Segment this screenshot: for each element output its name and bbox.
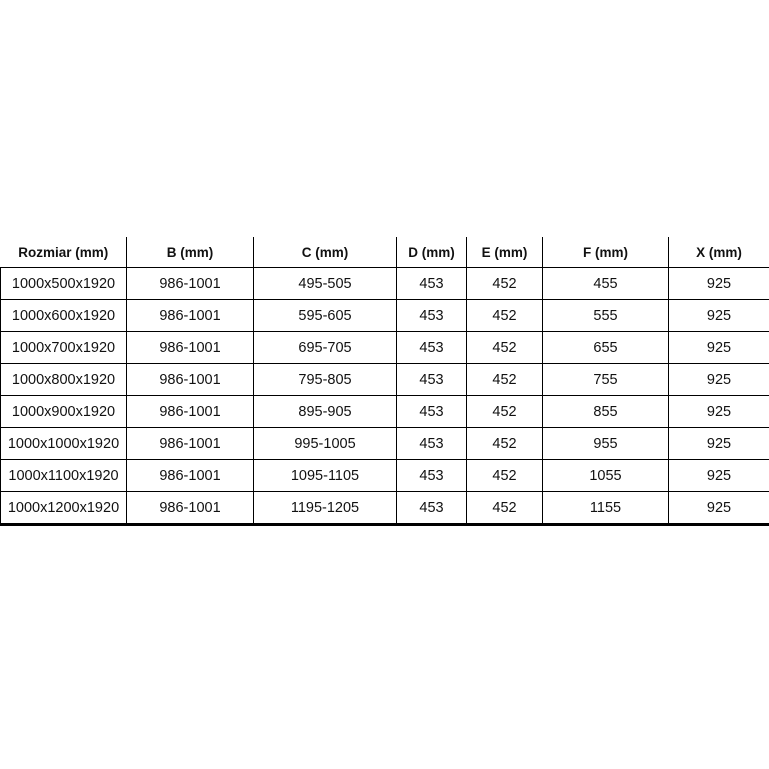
column-header-c: C (mm): [254, 237, 397, 268]
table-row: [1, 268, 769, 300]
cell-f: 755: [543, 364, 669, 396]
cell-x: 925: [669, 300, 769, 332]
cell-b: 986-1001: [127, 428, 254, 460]
column-header-x: X (mm): [669, 237, 769, 268]
cell-x: 925: [669, 332, 769, 364]
cell-rozmiar: 1000x1000x1920: [1, 428, 127, 460]
cell-x: 925: [669, 492, 769, 525]
cell-d: 453: [397, 396, 467, 428]
cell-x: 925: [669, 428, 769, 460]
column-header-rozmiar: Rozmiar (mm): [1, 237, 127, 268]
cell-f: 455: [543, 268, 669, 300]
cell-e: 452: [467, 396, 543, 428]
cell-c: 795-805: [254, 364, 397, 396]
cell-rozmiar: 1000x900x1920: [1, 396, 127, 428]
cell-f: 655: [543, 332, 669, 364]
cell-e: 452: [467, 492, 543, 525]
table-row: [1, 460, 769, 492]
cell-f: 1055: [543, 460, 669, 492]
cell-c: 995-1005: [254, 428, 397, 460]
table-header: [1, 237, 769, 268]
cell-rozmiar: 1000x600x1920: [1, 300, 127, 332]
cell-d: 453: [397, 428, 467, 460]
cell-e: 452: [467, 332, 543, 364]
table-row: [1, 300, 769, 332]
size-specification-table: [0, 237, 769, 526]
column-header-d: D (mm): [397, 237, 467, 268]
column-header-e: E (mm): [467, 237, 543, 268]
cell-f: 955: [543, 428, 669, 460]
column-header-b: B (mm): [127, 237, 254, 268]
cell-e: 452: [467, 364, 543, 396]
cell-d: 453: [397, 492, 467, 525]
cell-e: 452: [467, 300, 543, 332]
table-body: [1, 268, 769, 525]
cell-x: 925: [669, 460, 769, 492]
table-row: [1, 364, 769, 396]
table-row: [1, 396, 769, 428]
cell-c: 495-505: [254, 268, 397, 300]
column-header-f: F (mm): [543, 237, 669, 268]
header-row: [1, 237, 769, 268]
cell-rozmiar: 1000x500x1920: [1, 268, 127, 300]
cell-c: 895-905: [254, 396, 397, 428]
cell-b: 986-1001: [127, 268, 254, 300]
cell-x: 925: [669, 268, 769, 300]
table-row: [1, 428, 769, 460]
cell-d: 453: [397, 332, 467, 364]
cell-d: 453: [397, 460, 467, 492]
cell-d: 453: [397, 268, 467, 300]
cell-x: 925: [669, 364, 769, 396]
cell-rozmiar: 1000x800x1920: [1, 364, 127, 396]
cell-x: 925: [669, 396, 769, 428]
cell-f: 555: [543, 300, 669, 332]
size-specification-table-container: [0, 237, 769, 526]
cell-b: 986-1001: [127, 300, 254, 332]
cell-c: 1195-1205: [254, 492, 397, 525]
cell-e: 452: [467, 428, 543, 460]
table-row: [1, 492, 769, 525]
cell-d: 453: [397, 364, 467, 396]
cell-f: 1155: [543, 492, 669, 525]
cell-b: 986-1001: [127, 396, 254, 428]
cell-b: 986-1001: [127, 492, 254, 525]
cell-rozmiar: 1000x1100x1920: [1, 460, 127, 492]
cell-c: 695-705: [254, 332, 397, 364]
cell-e: 452: [467, 460, 543, 492]
cell-c: 595-605: [254, 300, 397, 332]
cell-f: 855: [543, 396, 669, 428]
cell-rozmiar: 1000x1200x1920: [1, 492, 127, 525]
cell-rozmiar: 1000x700x1920: [1, 332, 127, 364]
cell-b: 986-1001: [127, 364, 254, 396]
cell-c: 1095-1105: [254, 460, 397, 492]
cell-e: 452: [467, 268, 543, 300]
cell-d: 453: [397, 300, 467, 332]
cell-b: 986-1001: [127, 332, 254, 364]
cell-b: 986-1001: [127, 460, 254, 492]
table-row: [1, 332, 769, 364]
